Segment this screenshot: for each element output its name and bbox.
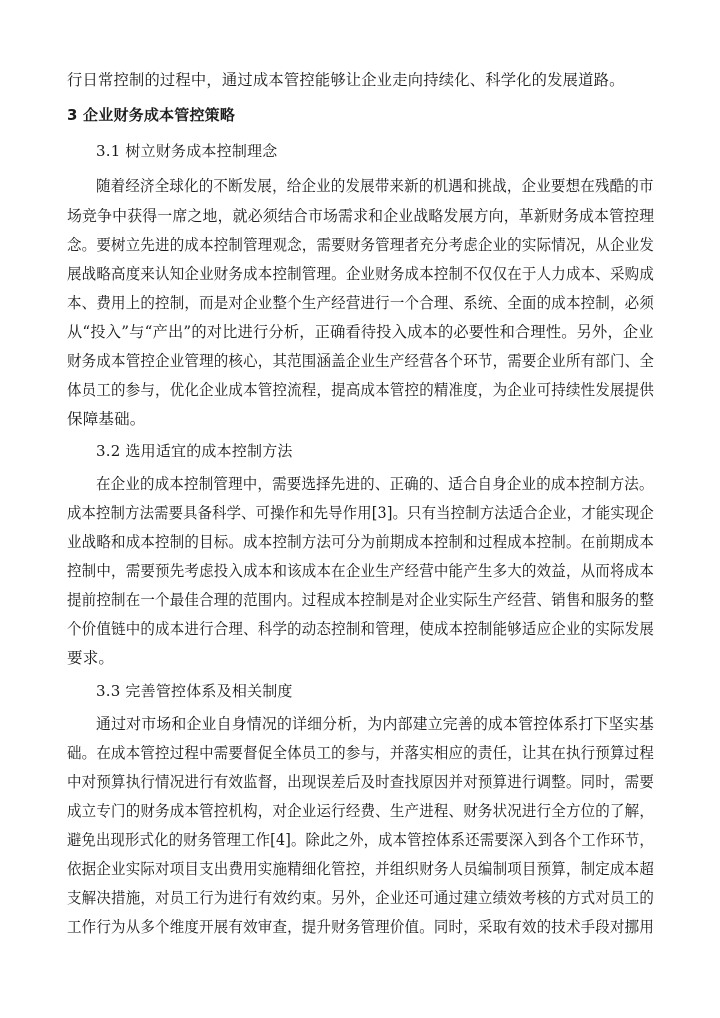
text-line: 场竞争中获得一席之地，就必须结合市场需求和企业战略发展方向，革新财务成本管控理 (67, 207, 655, 225)
text-line: 个价值链中的成本进行合理、科学的动态控制和管理，使成本控制能够适应企业的实际发展 (67, 620, 655, 638)
text-line: 从“投入”与“产出”的对比进行分析，正确看待投入成本的必要性和合理性。另外，企业 (67, 323, 654, 341)
section-heading: 3 企业财务成本管控策略 (67, 106, 236, 124)
text-line: 支解决措施，对员工行为进行有效约束。另外，企业还可通过建立绩效考核的方式对员工的 (67, 889, 655, 907)
text-line: 保障基础。 (67, 410, 146, 428)
text-line: 随着经济全球化的不断发展，给企业的发展带来新的机遇和挑战，企业要想在残酷的市 (96, 177, 654, 195)
text-line: 在企业的成本控制管理中，需要选择先进的、正确的、适合自身企业的成本控制方法。 (96, 475, 654, 493)
subsection-heading: 3.1 树立财务成本控制理念 (96, 142, 278, 160)
text-line: 依据企业实际对项目支出费用实施精细化管控，并组织财务人员编制项目预算，制定成本超 (67, 860, 655, 878)
text-line: 体员工的参与，优化企业成本管控流程，提高成本管控的精准度，为企业可持续性发展提供 (67, 381, 655, 399)
text-line: 成本控制方法需要具备科学、可操作和先导作用[3]。只有当控制方法适合企业，才能实现企 (67, 504, 654, 522)
text-line: 财务成本管控企业管理的核心，其范围涵盖企业生产经营各个环节，需要企业所有部门、全 (67, 352, 655, 370)
text-line: 础。在成本管控过程中需要督促全体员工的参与，并落实相应的责任，让其在执行预算过程 (67, 744, 655, 762)
text-line: 通过对市场和企业自身情况的详细分析，为内部建立完善的成本管控体系打下坚实基 (96, 715, 654, 733)
text-line: 要求。 (67, 649, 115, 667)
text-line: 避免出现形式化的财务管理工作[4]。除此之外，成本管控体系还需要深入到各个工作环节， (67, 831, 654, 849)
text-line: 业战略和成本控制的目标。成本控制方法可分为前期成本控制和过程成本控制。在前期成本 (67, 533, 655, 551)
text-line: 中对预算执行情况进行有效监督，出现误差后及时查找原因并对预算进行调整。同时，需要 (67, 773, 655, 791)
subsection-heading: 3.3 完善管控体系及相关制度 (96, 682, 293, 700)
text-line: 念。要树立先进的成本控制管理观念，需要财务管理者充分考虑企业的实际情况，从企业发 (67, 236, 655, 254)
subsection-heading: 3.2 选用适宜的成本控制方法 (96, 442, 293, 460)
text-line: 提前控制在一个最佳合理的范围内。过程成本控制是对企业实际生产经营、销售和服务的整 (67, 591, 655, 609)
text-line: 成立专门的财务成本管控机构，对企业运行经费、生产进程、财务状况进行全方位的了解， (67, 802, 655, 820)
text-line: 本、费用上的控制，而是对企业整个生产经营进行一个合理、系统、全面的成本控制，必须 (67, 294, 655, 312)
text-line: 行日常控制的过程中，通过成本管控能够让企业走向持续化、科学化的发展道路。 (67, 71, 625, 89)
text-line: 工作行为从多个维度开展有效审查，提升财务管理价值。同时，采取有效的技术手段对挪用 (67, 918, 655, 936)
text-line: 展战略高度来认知企业财务成本控制管理。企业财务成本控制不仅仅在于人力成本、采购成 (67, 265, 655, 283)
text-line: 控制中，需要预先考虑投入成本和该成本在企业生产经营中能产生多大的效益，从而将成本 (67, 562, 655, 580)
